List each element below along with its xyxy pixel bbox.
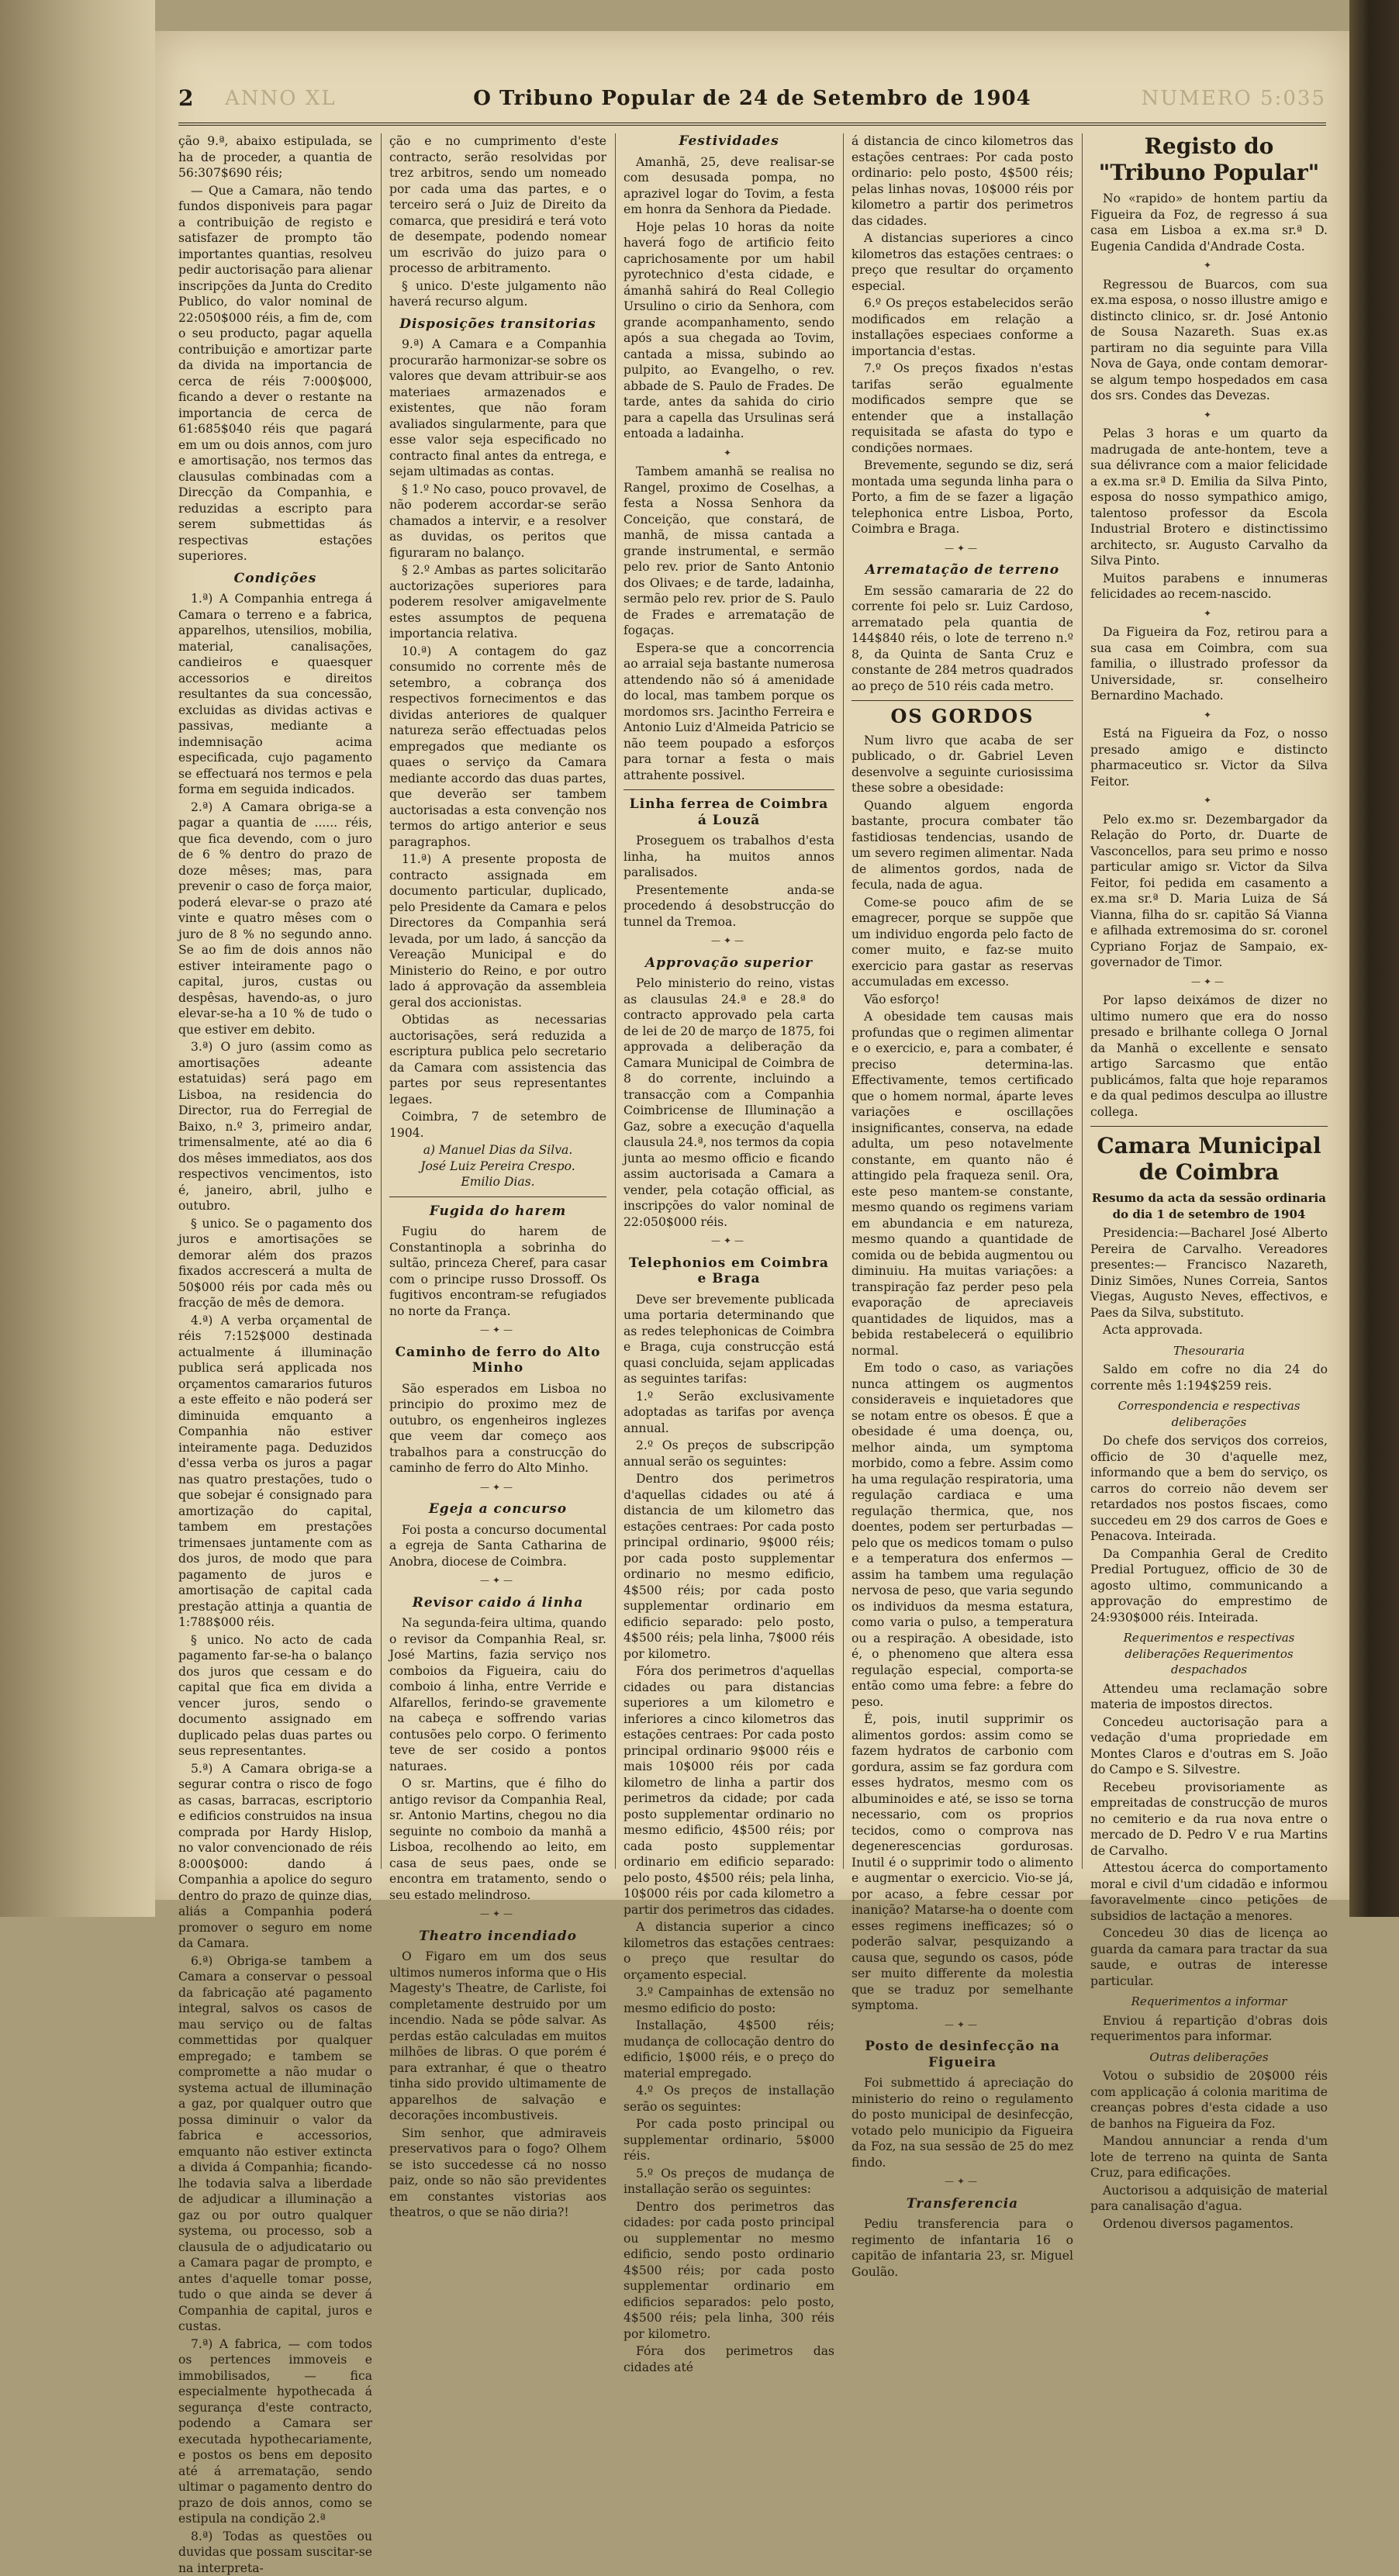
paragraph: Acta approvada.	[1090, 1322, 1328, 1338]
paragraph: Por lapso deixámos de dizer no ultimo numero que era do nosso presado e brilhante collega O Jornal da Manhã o excellente e sensato artigo Sarcasmo que então publicámos, falta que hoje reparamos e da qual pedimos desculpa ao illustre collega.	[1090, 993, 1328, 1120]
section-heading: Condições	[178, 571, 372, 587]
paragraph: Presidencia:—Bacharel José Alberto Pereira de Carvalho. Vereadores presentes:— Francisco Nazareth, Diniz Simões, Nunes Correia, Santos Viegas, Augusto Neves, effectivos, e Paes da Silva, substituto.	[1090, 1225, 1328, 1321]
paragraph: Muitos parabens e innumeras felicidades ao recem-nascido.	[1090, 571, 1328, 603]
paragraph: 6.ª) Obriga-se tambem a Camara a conservar o pessoal da fabricação até pagamento integral, salvos os casos de mau serviço ou de faltas commettidas por qualquer empregado; e tambem se compromette a não mudar o systema actual de illuminação a gaz, por qualquer outro que possa diminuir o valor da fabrica e accessorios, emquanto não estiver extincta a divida á Companhia; ficando-lhe todavia salva a liberdade de adjudicar a illuminação a gaz ou por outro qualquer systema, ou processo, sob a clausula de o adjudicatario ou a Camara pagar de prompto, e antes d'aquelle tomar posse, tudo o que ainda se dever á Companhia de capital, juros e custas.	[178, 1953, 372, 2335]
section-heading: Revisor caido á linha	[389, 1595, 606, 1611]
paragraph: Proseguem os trabalhos d'esta linha, ha muitos annos paralisados.	[624, 833, 834, 881]
separator	[389, 1196, 606, 1197]
paragraph: O sr. Martins, que é filho do antigo revisor da Companhia Real, sr. Antonio Martins, chegou no dia seguinte no comboio da manhã a Lisboa, recolhendo ao leito, em casa de seus paes, onde se encontra em tratamento, sendo o seu estado melindroso.	[389, 1776, 606, 1903]
paragraph: 10.ª) A contagem do gaz consumido no corrente mês de setembro, a cobrança dos respectivos fornecimentos e das dividas anteriores de qualquer natureza serão effectuadas pelos empregados que mediante os quaes o serviço da Camara mediante accordo das duas partes, que deverão ser tambem auctorisadas a esta convenção nos termos do artigo anterior e seus paragraphos.	[389, 644, 606, 851]
paragraph: Concedeu 30 dias de licença ao guarda da camara para tractar da sua saude, e outras de interesse particular.	[1090, 1925, 1328, 1989]
paragraph: Fóra dos perimetros das cidades até	[624, 2343, 834, 2375]
section-heading: Festividades	[624, 133, 834, 150]
paragraph: Fugiu do harem de Constantinopla a sobrinha do sultão, princeza Cheref, para casar com o principe russo Drossoff. Os fugitivos encontram-se refugiados no norte da França.	[389, 1224, 606, 1319]
section-heading: Caminho de ferro do Alto Minho	[389, 1345, 606, 1376]
paragraph: ção 9.ª, abaixo estipulada, se ha de proceder, a quantia de 56:307$690 réis;	[178, 133, 372, 181]
book-edge	[1349, 0, 1399, 1917]
ghost-text-left: ANNO XL	[225, 87, 337, 110]
subheading: Correspondencia e respectivas deliberações	[1090, 1398, 1328, 1430]
paragraph: § unico. Se o pagamento dos juros e amortisações se demorar além dos prazos fixados accrescerá a multa de 50$000 réis por cada mês ou fracção de mês de demora.	[178, 1216, 372, 1311]
paragraph: Saldo em cofre no dia 24 do corrente mês 1:194$259 reis.	[1090, 1362, 1328, 1393]
column-1	[178, 133, 372, 1869]
paragraph: 8.ª) Todas as questões ou duvidas que possam suscitar-se na interpreta-	[178, 2529, 372, 2576]
section-heading: Camara Municipal de Coimbra	[1090, 1133, 1328, 1186]
paragraph: Da Companhia Geral de Credito Predial Portuguez, officio de 30 de agosto ultimo, communicando a approvação do emprestimo de 24:930$000 réis. Inteirada.	[1090, 1546, 1328, 1626]
page-number: 2	[178, 85, 193, 111]
paragraph: Fóra dos perimetros d'aquellas cidades ou para distancias superiores a um kilometro e inferiores a cinco kilometros das estações centraes: Por cada posto principal ordinario 9$000 réis e mais 10$000 réis por cada kilometro de linha a partir dos perimetros da cidade; por cada posto supplementar ordinario no mesmo edificio, 4$500 réis; por cada posto supplementar ordinario em edificio separado: pelo posto, 4$500 réis; pela linha, 10$000 réis por cada kilometro a partir dos perimetros das cidades.	[624, 1663, 834, 1918]
paragraph: 7.ª) A fabrica, — com todos os pertences immoveis e immobilisados, — fica especialmente hypothecada á segurança d'este contracto, podendo a Camara ser executada hypothecariamente, e postos os bens em deposito até á arrematação, sendo ultimar o pagamento dentro do prazo de dois annos, como se estipula na condição 2.ª	[178, 2336, 372, 2527]
section-heading: Telephonios em Coimbra e Braga	[624, 1255, 834, 1287]
paragraph: § unico. No acto de cada pagamento far-se-ha o balanço dos juros que cessam e do capital que fica em divida a vencer juros, sendo o documento assignado em duplicado pelas duas partes ou seus representantes.	[178, 1632, 372, 1759]
subheading: Thesouraria	[1090, 1343, 1328, 1359]
paragraph: Installação, 4$500 réis; mudança de collocação dentro do edificio, 1$000 réis, e o preço do material empregado.	[624, 2018, 834, 2081]
section-heading: Egeja a concurso	[389, 1501, 606, 1518]
separator	[624, 789, 834, 790]
column-divider	[1082, 133, 1083, 1869]
paragraph: 6.º Os preços estabelecidos serão modificados em relação a installações especiaes conforme a importancia d'estas.	[851, 295, 1073, 359]
running-header	[178, 85, 1326, 119]
paragraph: Obtidas as necessarias auctorisações, será reduzida a escriptura publica pelo secretario da Camara com assistencia das partes por seus representantes legaes.	[389, 1012, 606, 1107]
paragraph: Concedeu auctorisação para a vedação d'uma propriedade em Montes Claros e d'outras em S. João do Campo e S. Silvestre.	[1090, 1714, 1328, 1778]
paragraph: Tambem amanhã se realisa no Rangel, proximo de Coselhas, a festa a Nossa Senhora da Conceição, que constará, de manhã, de missa cantada a grande instrumental, e sermão pelo rev. prior de Santo Antonio dos Olivaes; e de tarde, ladainha, sermão pelo rev. prior de S. Paulo de Frades e arrematação de fogaças.	[624, 464, 834, 639]
paragraph: Mandou annunciar a renda d'um lote de terreno na quinta de Santa Cruz, para edificações.	[1090, 2133, 1328, 2181]
paragraph: 5.ª) A Camara obriga-se a segurar contra o risco de fogo as casas, barracas, escriptorio e edificios construidos na insua comprada por Hardy Hislop, no valor convencionado de réis 8:000$000: dando á Companhia a apolice do seguro dentro do prazo de quinze dias, aliás a Companhia poderá promover o seguro em nome da Camara.	[178, 1761, 372, 1952]
paragraph: Ordenou diversos pagamentos.	[1090, 2216, 1328, 2232]
paragraph: 9.ª) A Camara e a Companhia procurarão harmonizar-se sobre os valores que devam attribuir-se aos materiaes armazenados e existentes, que não foram avaliados singularmente, para que esse valor seja especificado no contracto final antes da entrega, e sejam ultimadas as contas.	[389, 337, 606, 480]
ornament-divider: ✦	[1090, 407, 1328, 423]
paragraph: São esperados em Lisboa no principio do proximo mez de outubro, os engenheiros inglezes que veem dar começo aos trabalhos para a construcção do caminho de ferro do Alto Minho.	[389, 1381, 606, 1476]
paragraph: ção e no cumprimento d'este contracto, serão resolvidas por trez arbitros, sendo um nomeado por cada uma das partes, e o terceiro será o Juiz de Direito da comarca, que presidirá e terá voto de desempate, podendo nomear um escrivão do juizo para o processo de arbitramento.	[389, 133, 606, 277]
ornament-divider: —✦—	[389, 1573, 606, 1589]
ornament-divider: —✦—	[389, 1906, 606, 1922]
page-title: O Tribuno Popular de 24 de Setembro de 1904	[178, 87, 1326, 110]
paragraph: Amanhã, 25, deve realisar-se com desusada pompa, no aprazivel logar do Tovim, a festa em honra da Senhora da Piedade.	[624, 154, 834, 218]
paragraph: Coimbra, 7 de setembro de 1904.	[389, 1109, 606, 1141]
paragraph: Auctorisou a adquisição de material para canalisação d'agua.	[1090, 2183, 1328, 2215]
paragraph: Deve ser brevemente publicada uma portaria determinando que as redes telephonicas de Coimbra e Braga, cuja construcção está quasi concluida, sejam applicadas as seguintes tarifas:	[624, 1292, 834, 1387]
paragraph: Pediu transferencia para o regimento de infantaria 16 o capitão de infantaria 23, sr. Miguel Goulão.	[851, 2216, 1073, 2280]
paragraph: — Que a Camara, não tendo fundos disponiveis para pagar a contribuição de registo e satisfazer de prompto tão importantes quantias, resolveu pedir auctorisação para alienar inscripções da Junta do Credito Publico, do valor nominal de 22:050$000 réis, a fim de, com o seu producto, pagar aquella contribuição e amortizar parte da divida na importancia de cerca de réis 7:000$000, ficando a dever o restante na importancia de cerca de 61:685$040 réis que pagará em um ou dois annos, com juro e amortisação, nos termos das clausulas combinadas com a Direcção da Companhia, e reduzidas a escripto para serem submettidas ás respectivas estações superiores.	[178, 183, 372, 565]
ornament-divider: —✦—	[851, 2174, 1073, 2190]
ornament-divider: —✦—	[1090, 974, 1328, 990]
ornament-divider: ✦	[624, 445, 834, 461]
paragraph: 11.ª) A presente proposta de contracto assignada em documento particular, duplicado, pelo Presidente da Camara e pelos Directores da Companhia será levada, por um lado, á sancção da Vereação Municipal e do Ministerio do Reino, e por outro lado á approvação da assembleia geral dos accionistas.	[389, 851, 606, 1010]
newspaper-page	[155, 31, 1349, 1900]
paragraph: O Figaro em um dos seus ultimos numeros informa que o His Magesty's Theatre, de Carliste, foi completamente destruido por um incendio. Nada se pôde salvar. As perdas estão calculadas em muitos milhões de libras. O que porém é para extranhar, é que o theatro tinha sido provido ultimamente de apparelhos de salvação e decorações incombustiveis.	[389, 1949, 606, 2124]
paragraph: Enviou á repartição d'obras dois requerimentos para informar.	[1090, 2013, 1328, 2045]
ornament-divider: ✦	[1090, 792, 1328, 809]
section-heading: Posto de desinfecção na Figueira	[851, 2039, 1073, 2070]
paragraph: Na segunda-feira ultima, quando o revisor da Companhia Real, sr. José Martins, fazia serviço nos comboios da Figueira, caiu do comboio á linha, entre Verride e Alfarellos, ferindo-se gravemente na cabeça e soffrendo varias contusões pelo corpo. O ferimento teve de ser cosido a pontos naturaes.	[389, 1615, 606, 1774]
paragraph: § unico. D'este julgamento não haverá recurso algum.	[389, 278, 606, 310]
section-heading: Arrematação de terreno	[851, 562, 1073, 578]
paragraph: Attendeu uma reclamação sobre materia de impostos directos.	[1090, 1681, 1328, 1713]
paragraph: Pelo ministerio do reino, vistas as clausulas 24.ª e 28.ª do contracto approvado pela carta de lei de 20 de março de 1875, foi approvada a deliberação da Camara Municipal de Coimbra de 8 do corrente, incluindo a transacção com a Companhia Coimbricense de Illuminação a Gaz, sobre a execução d'aquella clausula 24.ª, nos termos da copia junta ao mesmo officio e ficando assim auctorisada a Camara a vender, pela cotação official, as inscripções do valor nominal de 22:050$000 réis.	[624, 975, 834, 1230]
section-heading: Linha ferrea de Coimbra á Louzã	[624, 796, 834, 828]
paragraph: 7.º Os preços fixados n'estas tarifas serão egualmente modificados sempre que se entender que a installação requisitada se afasta do typo e condições normaes.	[851, 361, 1073, 456]
ornament-divider: —✦—	[851, 540, 1073, 557]
paragraph: 4.ª) A verba orçamental de réis 7:152$000 destinada actualmente á illuminação publica será applicada nos orçamentos camararios futuros a este effeito e não poderá ser diminuida emquanto a Companhia não estiver inteiramente paga. Deduzidos d'essa verba os juros a pagar nas quatro prestações, tudo o que sobejar é consignado para amortização do capital, tambem em prestações trimensaes juntamente com as dos juros, de modo que para pagamento de juros e amortisação de capital cada prestação attinja a quantia de 1:788$000 réis.	[178, 1313, 372, 1631]
paragraph: Votou o subsidio de 20$000 réis com applicação á colonia maritima de creanças pobres d'esta cidade a uso de banhos na Figueira da Foz.	[1090, 2068, 1328, 2132]
paragraph: 5.º Os preços de mudança de installação serão os seguintes:	[624, 2166, 834, 2198]
paragraph: Foi posta a concurso documental a egreja de Santa Catharina de Anobra, diocese de Coimbra.	[389, 1522, 606, 1570]
paragraph: Pelas 3 horas e um quarto da madrugada de ante-hontem, teve a sua délivrance com a maior felicidade a ex.ma sr.ª D. Emilia da Silva Pinto, esposa do nosso sympathico amigo, talentoso professor da Escola Industrial Brotero e distinctissimo architecto, sr. Augusto Carvalho da Silva Pinto.	[1090, 426, 1328, 569]
ornament-divider: —✦—	[851, 2017, 1073, 2033]
paragraph: Por cada posto principal ou supplementar ordinario, 5$000 réis.	[624, 2116, 834, 2164]
paragraph: 2.º Os preços de subscripção annual serão os seguintes:	[624, 1438, 834, 1469]
paragraph: Hoje pelas 10 horas da noite haverá fogo de artificio feito caprichosamente por um habil pyrotechnico d'esta cidade, e ámanhã sahirá do Real Collegio Ursulino o cirio da Senhora, com grande acompanhamento, sendo após a sua chegada ao Tovim, cantada a missa, subindo ao pulpito, ao Evangelho, o rev. abbade de S. Paulo de Frades. De tarde, antes da sahida do cirio para a capella das Ursulinas será entoada a ladainha.	[624, 219, 834, 442]
ornament-divider: ✦	[1090, 707, 1328, 723]
column-2	[389, 133, 606, 1869]
paragraph: A distancia superior a cinco kilometros das estações centraes: o preço que resultar do orçamento especial.	[624, 1919, 834, 1983]
section-heading: Registo do "Tribuno Popular"	[1090, 133, 1328, 186]
section-heading: OS GORDOS	[851, 709, 1073, 725]
column-5	[1090, 133, 1328, 1869]
paragraph: 3.ª) O juro (assim como as amortisações adeante estatuidas) será pago em Lisboa, na residencia do Director, rua do Ferregial de Baixo, n.º 3, primeiro andar, trimensalmente, até ao dia 6 dos mêses immediatos, aos dos respectivos vencimentos, isto é, janeiro, abril, julho e outubro.	[178, 1039, 372, 1214]
paragraph: 3.º Campainhas de extensão no mesmo edificio do posto:	[624, 1984, 834, 2016]
section-heading: Disposições transitorias	[389, 316, 606, 333]
paragraph: Está na Figueira da Foz, o nosso presado amigo e distincto pharmaceutico sr. Victor da Silva Feitor.	[1090, 726, 1328, 789]
paragraph: 4.º Os preços de installação serão os seguintes:	[624, 2083, 834, 2115]
signature: Emilio Dias.	[389, 1174, 606, 1190]
paragraph: Foi submettido á apreciação do ministerio do reino o regulamento do posto municipal de desinfecção, votado pelo municipio da Figueira da Foz, na sua sessão de 25 do mez findo.	[851, 2075, 1073, 2170]
paragraph: Sim senhor, que admiraveis preservativos para o fogo? Olhem se isto succedesse cá no nosso paiz, onde so não são previdentes em constantes vistorias aos theatros, o que se não diria?!	[389, 2125, 606, 2221]
paragraph: É, pois, inutil supprimir os alimentos gordos: assim como se fazem hydratos de carbonio com gordura, assim se faz gordura com esses hydratos, mesmo com os albuminoides e até, se isso se torna necessario, com os proprios tecidos, como o comprova nas degenerescencias gordurosas. Inutil é o supprimir todo o alimento e augmentar o exercicio. Vio-se já, por acaso, a febre cessar por inanição? Matarse-ha o doente com esses regimens inefficazes; só o poderão salvar, pesquizando a causa que, segundo os casos, póde ser muito differente da molestia que se traduz por semelhante symptoma.	[851, 1711, 1073, 2014]
column-4	[851, 133, 1073, 1869]
paragraph: Recebeu provisoriamente as empreitadas de construcção de muros no cemiterio e da rua nova entre o mercado de D. Pedro V e rua Martins de Carvalho.	[1090, 1780, 1328, 1859]
section-heading: Theatro incendiado	[389, 1929, 606, 1945]
separator	[851, 700, 1073, 701]
separator	[1090, 1126, 1328, 1127]
ornament-divider: ✦	[1090, 606, 1328, 622]
paragraph: Attestou ácerca do comportamento moral e civil d'um cidadão e informou favoravelmente cinco petições de subsidios de lactação a menores.	[1090, 1860, 1328, 1924]
paragraph: Espera-se que a concorrencia ao arraial seja bastante numerosa attendendo não só á amenidade do local, mas tambem porque os mordomos srs. Jacintho Ferreira e Antonio Luiz d'Almeida Patricio se não teem poupado a esforços para tornar a festa o mais attrahente possivel.	[624, 641, 834, 784]
paragraph: Num livro que acaba de ser publicado, o dr. Gabriel Leven desenvolve a seguinte curiosissima these sobre a obesidade:	[851, 733, 1073, 796]
subheading: Requerimentos a informar	[1090, 1994, 1328, 2010]
section-heading: Fugida do harem	[389, 1203, 606, 1220]
column-divider	[843, 133, 844, 1869]
ghost-text-right: NUMERO 5:035	[1142, 87, 1326, 110]
book-spine	[0, 0, 155, 1917]
paragraph: No «rapido» de hontem partiu da Figueira da Foz, de regresso á sua casa em Lisboa a ex.ma sr.ª D. Eugenia Candida d'Andrade Costa.	[1090, 191, 1328, 254]
paragraph: Vão esforço!	[851, 992, 1073, 1008]
paragraph: Quando alguem engorda bastante, procura combater tão fastidiosas tendencias, usando de um severo regimen alimentar. Nada de alimentos gordos, nada de fecula, nada de agua.	[851, 798, 1073, 893]
paragraph: § 2.º Ambas as partes solicitarão auctorizações superiores para poderem resolver amigavelmente estes assumptos de pequena importancia relativa.	[389, 562, 606, 642]
paragraph: Pelo ex.mo sr. Dezembargador da Relação do Porto, dr. Duarte de Vasconcellos, para seu primo e nosso particular amigo sr. Victor da Silva Feitor, foi pedida em casamento a ex.ma sr.ª D. Maria Luiza de Sá Vianna, filha do sr. capitão Sá Vianna e afilhada extremosima do sr. coronel Cypriano Forjaz de Sampaio, ex-governador de Timor.	[1090, 812, 1328, 971]
subheading: Outras deliberações	[1090, 2049, 1328, 2066]
paragraph: Brevemente, segundo se diz, será montada uma segunda linha para o Porto, a fim de se fazer a ligação telephonica entre Lisboa, Porto, Coimbra e Braga.	[851, 458, 1073, 537]
paragraph: Dentro dos perimetros das cidades: por cada posto principal ou supplementar no mesmo edificio, sendo posto ordinario 4$500 réis; por cada posto supplementar ordinario em edificios separados: pelo posto, 4$500 réis; pela linha, 300 réis por kilometro.	[624, 2199, 834, 2343]
subheading: Resumo da acta da sessão ordinaria do dia 1 de setembro de 1904	[1090, 1190, 1328, 1222]
paragraph: § 1.º No caso, pouco provavel, de não poderem accordar-se serão chamados a intervir, e a resolver as duvidas, os peritos que figuraram no balanço.	[389, 482, 606, 561]
ornament-divider: —✦—	[389, 1480, 606, 1496]
header-rule	[178, 123, 1326, 126]
column-divider	[615, 133, 616, 1869]
ornament-divider: ✦	[1090, 257, 1328, 274]
paragraph: Da Figueira da Foz, retirou para a sua casa em Coimbra, com sua familia, o illustrado professor da Universidade, sr. conselheiro Bernardino Machado.	[1090, 624, 1328, 704]
subheading: Requerimentos e respectivas deliberações Requerimentos despachados	[1090, 1630, 1328, 1678]
paragraph: A distancias superiores a cinco kilometros das estações centraes: o preço que resultar do orçamento especial.	[851, 230, 1073, 294]
ornament-divider: —✦—	[624, 933, 834, 949]
paragraph: Come-se pouco afim de se emagrecer, porque se suppõe que um individuo engorda pelo facto de comer muito, e faz-se muito exercicio para gastar as reservas accumuladas em excesso.	[851, 895, 1073, 990]
paragraph: 1.º Serão exclusivamente adoptadas as tarifas por avença annual.	[624, 1389, 834, 1437]
column-3	[624, 133, 834, 1869]
paragraph: Em sessão camararia de 22 do corrente foi pelo sr. Luiz Cardoso, arrematado pela quantia de 144$840 réis, o lote de terreno n.º 8, da Quinta de Santa Cruz e constante de 284 metros quadrados ao preço de 510 réis cada metro.	[851, 583, 1073, 695]
paragraph: á distancia de cinco kilometros das estações centraes: Por cada posto ordinario: pelo posto, 4$500 réis; pelas linhas novas, 10$000 réis por kilometro a partir dos perimetros das cidades.	[851, 133, 1073, 229]
paragraph: Dentro dos perimetros d'aquellas cidades ou até á distancia de um kilometro das estações centraes: Por cada posto principal ordinario, 9$000 réis; por cada posto supplementar ordinario no mesmo edificio, 4$500 réis; por cada posto supplementar ordinario em edificio separado: pelo posto, 4$500 réis; pela linha, 7$000 réis por kilometro.	[624, 1471, 834, 1662]
signature: a) Manuel Dias da Silva.	[389, 1142, 606, 1159]
column-divider	[381, 133, 382, 1869]
paragraph: Presentemente anda-se procedendo á desobstrucção do tunnel da Tremoa.	[624, 882, 834, 931]
ornament-divider: —✦—	[624, 1233, 834, 1249]
paragraph: 1.ª) A Companhia entrega á Camara o terreno e a fabrica, apparelhos, utensilios, mobilia, material, canalisações, candieiros e quaesquer accessorios e direitos resultantes da sua concessão, excluidas as dividas activas e passivas, mediante a indemnisação acima especificada, cujo pagamento se effectuará nos termos e pela forma em seguida indicados.	[178, 591, 372, 798]
section-heading: Approvação superior	[624, 955, 834, 972]
ornament-divider: —✦—	[389, 1322, 606, 1338]
paragraph: Em todo o caso, as variações nunca attingem os augmentos consideraveis e inquietadores que se notam entre os obesos. É que a obesidade é uma doença, ou, melhor ainda, um symptoma morbido, como a febre. Assim como ha uma regulação respiratoria, uma regulação cardiaca e uma regulação thermica, que, nos doentes, podem ser perturbadas — pelo que os medicos tomam o pulso e a temperatura dos enfermos — assim ha tambem uma regulação nervosa de peso, que varia segundo os individuos da mesma estatura, como varia o pulso, a temperatura ou a respiração. A obesidade, isto é, o phenomeno que altera essa regulação especial, comporta-se então como uma febre: a febre do peso.	[851, 1360, 1073, 1710]
paragraph: 2.ª) A Camara obriga-se a pagar a quantia de ...... réis, que fica devendo, com o juro de 6 % dentro do prazo de doze mêses; mas, para prevenir o caso de força maior, poderá elevar-se o prazo até vinte e quatro mêses com o juro de 8 % no segundo anno. Se ao fim de dois annos não estiver inteiramente pago o capital, juros, custas ou despêsas, havendo-as, o juro elevar-se-ha a 10 % de tudo o que estiver em debito.	[178, 799, 372, 1038]
paragraph: A obesidade tem causas mais profundas que o regimen alimentar e o exercicio, e, para a combater, é preciso determina-las. Effectivamente, temos certificado que o homem normal, áparte leves variações e oscillações insignificantes, conserva, na edade adulta, um peso notavelmente constante, em quanto não é attingido pela fraqueza senil. Ora, este peso mantem-se constante, mesmo quando os regimens variam em abundancia e em natureza, mesmo quando a quantidade de comida ou de bebida augmentou ou diminuiu. Ha muitas variações: a transpiração faz perder peso pela evaporação de apreciaveis quantidades de liquidos, mas a bebida restabelecerá o equilibrio normal.	[851, 1009, 1073, 1359]
paragraph: Do chefe dos serviços dos correios, officio de 30 d'aquelle mez, informando que a bem do serviço, os carros do correio não devem ser retardados nos postos fiscaes, como succedeu em 29 dos carros de Goes e Penacova. Inteirada.	[1090, 1433, 1328, 1545]
section-heading: Transferencia	[851, 2196, 1073, 2212]
paragraph: Regressou de Buarcos, com sua ex.ma esposa, o nosso illustre amigo e distincto clinico, sr. dr. José Antonio de Sousa Nazareth. Suas ex.as partiram no dia seguinte para Villa Nova de Gaya, onde contam demorar-se algum tempo hospedados em casa dos srs. Condes das Devezas.	[1090, 277, 1328, 404]
signature: José Luiz Pereira Crespo.	[389, 1159, 606, 1175]
